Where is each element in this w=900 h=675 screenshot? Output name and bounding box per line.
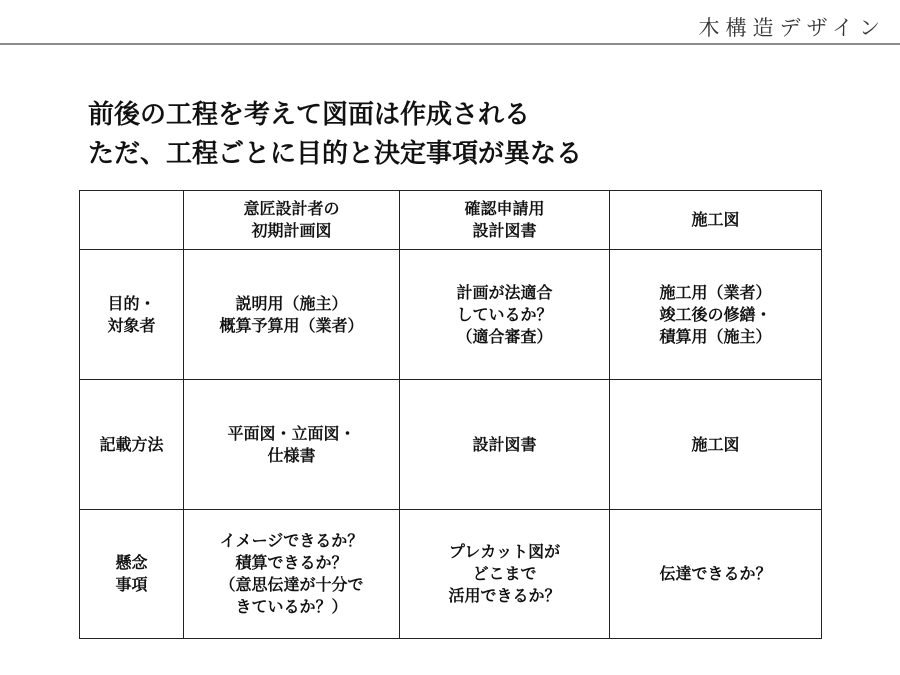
table-cell: 伝達できるか？	[610, 510, 822, 639]
table-cell: 施工用（業者） 竣工後の修繕・ 積算用（施主）	[610, 250, 822, 380]
header-divider	[0, 43, 900, 45]
heading-line-1: 前後の工程を考えて図面は作成される	[88, 100, 531, 130]
table-cell: 施工図	[610, 380, 822, 510]
table-row	[80, 380, 822, 510]
table-cell: 設計図書	[400, 380, 610, 510]
header-cell-design-drawings: 意匠設計者の 初期計画図	[184, 191, 400, 250]
table-cell: プレカット図が どこまで 活用できるか？	[400, 510, 610, 639]
table-cell: 平面図・立面図・ 仕様書	[184, 380, 400, 510]
comparison-table	[79, 190, 822, 639]
heading-line-2: ただ、工程ごとに目的と決定事項が異なる	[88, 139, 583, 169]
table-cell: 説明用（施主） 概算予算用（業者）	[184, 250, 400, 380]
header-cell-construction-drawings: 施工図	[610, 191, 822, 250]
row-label-purpose: 目的・ 対象者	[80, 250, 184, 380]
table-header-row	[80, 191, 822, 250]
slide-heading	[88, 96, 582, 174]
table-row	[80, 510, 822, 639]
header-cell-permit-documents: 確認申請用 設計図書	[400, 191, 610, 250]
header-cell-empty	[80, 191, 184, 250]
table-cell: 計画が法適合 しているか？ （適合審査）	[400, 250, 610, 380]
row-label-method: 記載方法	[80, 380, 184, 510]
table-row	[80, 250, 822, 380]
row-label-concerns: 懸念 事項	[80, 510, 184, 639]
brand-logo-text: 木構造デザイン	[698, 16, 886, 40]
table-cell: イメージできるか？ 積算できるか？ （意思伝達が十分で きているか？）	[184, 510, 400, 639]
